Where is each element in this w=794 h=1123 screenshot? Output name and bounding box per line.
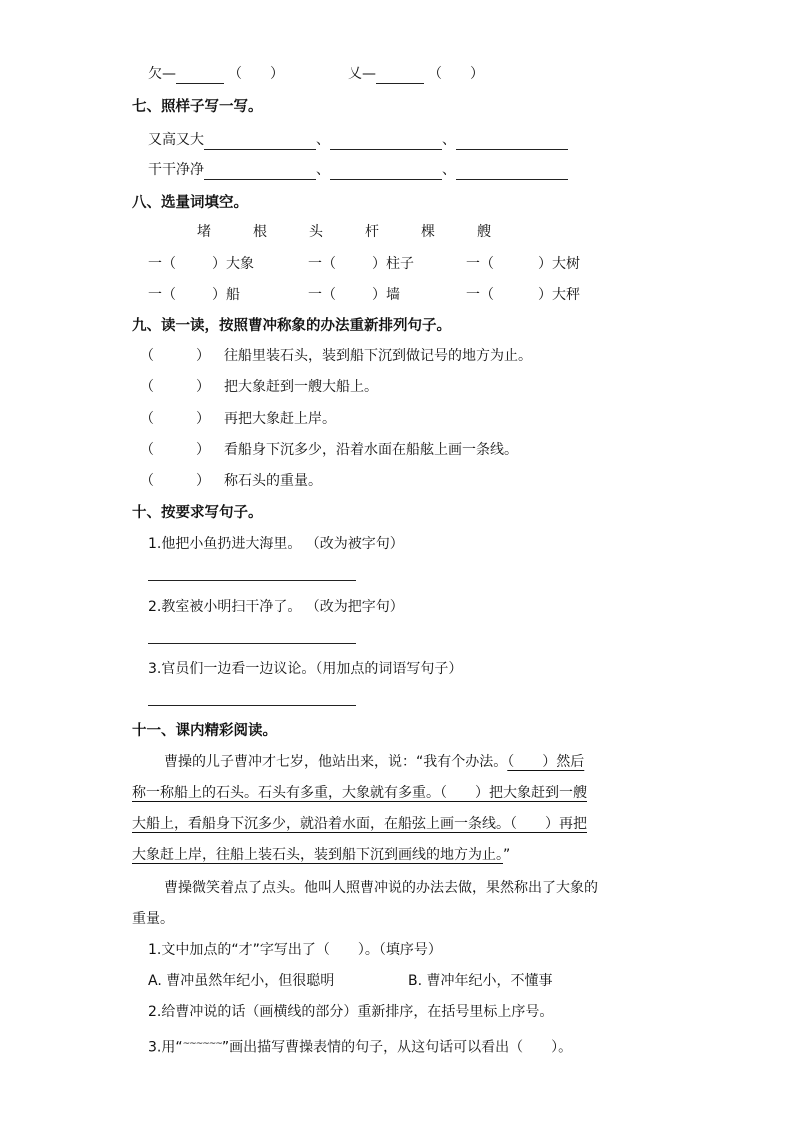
s11-q3-post: ”画出描写曹操表情的句子，从这句话可以看出（ ）。 xyxy=(221,1039,573,1056)
s8-choice: 堵 xyxy=(197,224,211,240)
s9-paren[interactable]: （ ） xyxy=(140,473,210,489)
s11-text: ” xyxy=(503,847,511,863)
s8-choice: 头 xyxy=(309,224,323,240)
wavy-line-icon: ~~~~~~ xyxy=(182,1039,222,1049)
s9-item xyxy=(140,471,322,491)
s11-underlined-text: （ ）然后 xyxy=(507,754,585,770)
s8-pre: 一（ xyxy=(148,256,176,272)
s9-item-text: 把大象赶到一艘大船上。 xyxy=(224,379,378,395)
s10-title: 十、按要求写句子。 xyxy=(132,505,263,521)
s11-q2: 2.给曹冲说的话（画横线的部分）重新排序，在括号里标上序号。 xyxy=(148,1004,554,1020)
s10-q2: 2.教室被小明扫干净了。 （改为把字句） xyxy=(148,599,404,615)
s6-item-1 xyxy=(148,64,284,84)
s9-title: 九、读一读，按照曹冲称象的办法重新排列句子。 xyxy=(132,318,451,334)
s8-post: ）柱子 xyxy=(372,256,414,272)
s11-text: 曹操的儿子曹冲才七岁，他站出来，说：“我有个办法。 xyxy=(164,754,508,770)
s11-underlined-text: 大象赶上岸，往船上装石头，装到船下沉到画线的地方为止。 xyxy=(132,847,503,863)
s11-title: 十一、课内精彩阅读。 xyxy=(132,723,277,739)
s9-item xyxy=(140,377,378,397)
s8-choice: 杆 xyxy=(365,224,379,240)
s8-r1-item3[interactable] xyxy=(466,254,580,274)
s8-r2-item1[interactable] xyxy=(148,285,240,305)
s7-row-2 xyxy=(148,160,568,180)
s8-choice: 艘 xyxy=(477,224,491,240)
s9-paren[interactable]: （ ） xyxy=(140,348,210,364)
s9-paren[interactable]: （ ） xyxy=(140,411,210,427)
s10-q1-answer-line[interactable] xyxy=(148,580,356,581)
s11-optA[interactable]: A. 曹冲虽然年纪小，但很聪明 xyxy=(148,973,335,989)
s7-row2-blank-1[interactable] xyxy=(204,163,316,180)
s7-sep: 、 xyxy=(442,132,456,148)
s11-p1-line1 xyxy=(164,752,584,772)
s9-item-text: 称石头的重量。 xyxy=(224,473,322,489)
s9-item xyxy=(140,440,518,460)
s7-row1-example: 又高又大 xyxy=(148,132,204,148)
s7-sep: 、 xyxy=(442,162,456,178)
s8-post: ）大象 xyxy=(212,256,254,272)
s10-q3: 3.官员们一边看一边议论。（用加点的词语写句子） xyxy=(148,661,463,677)
s8-post: ）大秤 xyxy=(538,287,580,303)
s7-row1-blank-1[interactable] xyxy=(204,133,316,150)
s7-row2-blank-3[interactable] xyxy=(456,163,568,180)
s7-row2-example: 干干净净 xyxy=(148,162,204,178)
s8-r1-item1[interactable] xyxy=(148,254,254,274)
s6-item1-paren[interactable]: （ ） xyxy=(228,66,284,82)
s11-p1-line4 xyxy=(132,845,510,865)
s8-pre: 一（ xyxy=(308,256,336,272)
s7-sep: 、 xyxy=(316,132,330,148)
s7-sep: 、 xyxy=(316,162,330,178)
s8-pre: 一（ xyxy=(308,287,336,303)
s8-pre: 一（ xyxy=(148,287,176,303)
s9-item-text: 往船里装石头，装到船下沉到做记号的地方为止。 xyxy=(224,348,532,364)
s11-q1: 1.文中加点的“才”字写出了（ ）。（填序号） xyxy=(148,942,442,958)
s10-q2-answer-line[interactable] xyxy=(148,643,356,644)
s9-item-text: 再把大象赶上岸。 xyxy=(224,411,336,427)
s8-pre: 一（ xyxy=(466,256,494,272)
s6-item2-label: 乂— xyxy=(348,66,376,82)
s11-q3-pre: 3.用“ xyxy=(148,1039,183,1056)
s8-post: ）船 xyxy=(212,287,240,303)
s8-r1-item2[interactable] xyxy=(308,254,414,274)
s7-row1-blank-3[interactable] xyxy=(456,133,568,150)
s11-optB[interactable]: B. 曹冲年纪小，不懂事 xyxy=(408,973,553,989)
s6-item-2 xyxy=(348,64,484,84)
s7-row2-blank-2[interactable] xyxy=(330,163,442,180)
s11-p1-line3: 大船上，看船身下沉多少，就沿着水面，在船弦上画一条线。（ ）再把 xyxy=(132,816,587,832)
s10-q1: 1.他把小鱼扔进大海里。 （改为被字句） xyxy=(148,536,404,552)
s9-item xyxy=(140,346,532,366)
s8-choice: 棵 xyxy=(421,224,435,240)
s9-paren[interactable]: （ ） xyxy=(140,442,210,458)
s8-r2-item3[interactable] xyxy=(466,285,580,305)
s9-item xyxy=(140,409,336,429)
s6-item2-paren[interactable]: （ ） xyxy=(428,66,484,82)
s6-item1-label: 欠— xyxy=(148,66,176,82)
s6-item1-blank[interactable] xyxy=(176,67,224,84)
s8-pre: 一（ xyxy=(466,287,494,303)
s11-p1-line2: 称一称船上的石头。石头有多重，大象就有多重。（ ）把大象赶到一艘 xyxy=(132,785,587,801)
s8-title: 八、选量词填空。 xyxy=(132,195,248,211)
s7-row1-blank-2[interactable] xyxy=(330,133,442,150)
s7-row-1 xyxy=(148,130,568,150)
s8-r2-item2[interactable] xyxy=(308,285,400,305)
s11-p2-line1: 曹操微笑着点了点头。他叫人照曹冲说的办法去做，果然称出了大象的 xyxy=(164,880,598,896)
s8-post: ）墙 xyxy=(372,287,400,303)
s6-item2-blank[interactable] xyxy=(376,67,424,84)
s11-q3 xyxy=(148,1034,572,1058)
s9-paren[interactable]: （ ） xyxy=(140,379,210,395)
s7-title: 七、照样子写一写。 xyxy=(132,99,263,115)
s8-choice: 根 xyxy=(253,224,267,240)
s11-p2-line2: 重量。 xyxy=(132,911,174,927)
s10-q3-answer-line[interactable] xyxy=(148,705,356,706)
s9-item-text: 看船身下沉多少，沿着水面在船舷上画一条线。 xyxy=(224,442,518,458)
s8-post: ）大树 xyxy=(538,256,580,272)
